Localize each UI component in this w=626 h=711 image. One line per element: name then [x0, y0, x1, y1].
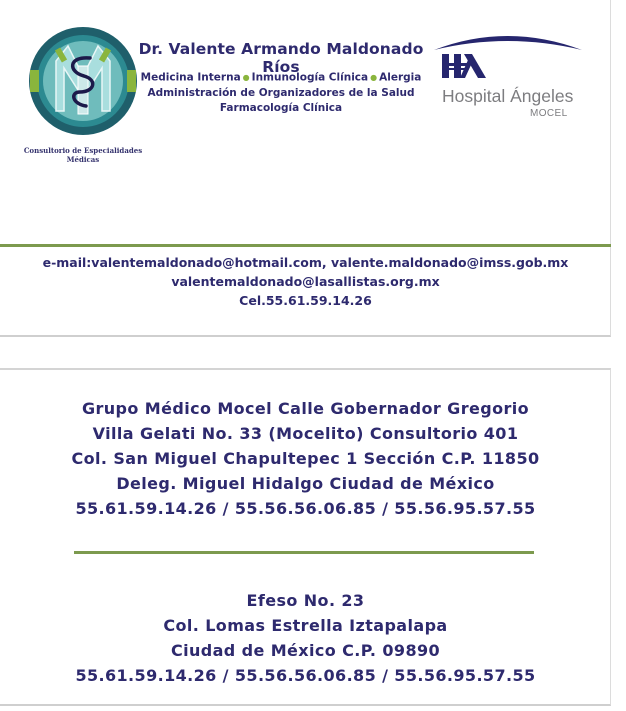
- address-line: Col. Lomas Estrella Iztapalapa: [163, 616, 448, 635]
- specialty: Alergia: [379, 71, 422, 84]
- hospital-angeles-logo-icon: [432, 30, 592, 125]
- phone-numbers: 55.61.59.14.26 / 55.56.56.06.85 / 55.56.95.57.55: [75, 499, 536, 518]
- specialty: Inmunología Clínica: [251, 71, 369, 84]
- caduceus-m-logo-icon: [28, 26, 138, 136]
- doctor-name: Dr. Valente Armando Maldonado Ríos: [138, 40, 424, 76]
- divider: [74, 551, 534, 554]
- bullet-icon: ●: [242, 73, 250, 82]
- specialties-line-2: Administración de Organizadores de la Salud: [147, 86, 415, 99]
- hospital-subname: MOCEL: [530, 108, 568, 119]
- contact-info: [0, 253, 611, 310]
- address-line: Deleg. Miguel Hidalgo Ciudad de México: [116, 474, 495, 493]
- address-mocel: [0, 396, 611, 521]
- business-card-front: [0, 0, 611, 337]
- email-secondary: valentemaldonado@lasallistas.org.mx: [171, 274, 440, 289]
- caption-line: Médicas: [66, 155, 100, 164]
- address-line: Ciudad de México C.P. 09890: [170, 641, 441, 660]
- bullet-icon: ●: [370, 73, 378, 82]
- address-line: Efeso No. 23: [246, 591, 365, 610]
- address-line: Col. San Miguel Chapultepec 1 Sección C.P. 11850: [71, 449, 540, 468]
- business-card-back: [0, 368, 611, 706]
- email-line: e-mail:valentemaldonado@hotmail.com, valente.maldonado@imss.gob.mx: [42, 255, 569, 270]
- phone-numbers: 55.61.59.14.26 / 55.56.56.06.85 / 55.56.95.57.55: [75, 666, 536, 685]
- hospital-name: Hospital Ángeles: [442, 86, 574, 106]
- specialties-line-1: [136, 70, 426, 86]
- specialties-line-3: Farmacología Clínica: [219, 101, 343, 114]
- address-line: Grupo Médico Mocel Calle Gobernador Gregorio: [81, 399, 530, 418]
- address-line: Villa Gelati No. 33 (Mocelito) Consultorio 401: [92, 424, 519, 443]
- cell-phone: Cel.55.61.59.14.26: [239, 293, 372, 308]
- specialty: Medicina Interna: [140, 71, 241, 84]
- logo-caption: [18, 146, 148, 164]
- address-efeso: [0, 588, 611, 688]
- divider: [0, 244, 611, 247]
- specialties: [136, 70, 426, 116]
- caption-line: Consultorio de Especialidades: [23, 146, 143, 155]
